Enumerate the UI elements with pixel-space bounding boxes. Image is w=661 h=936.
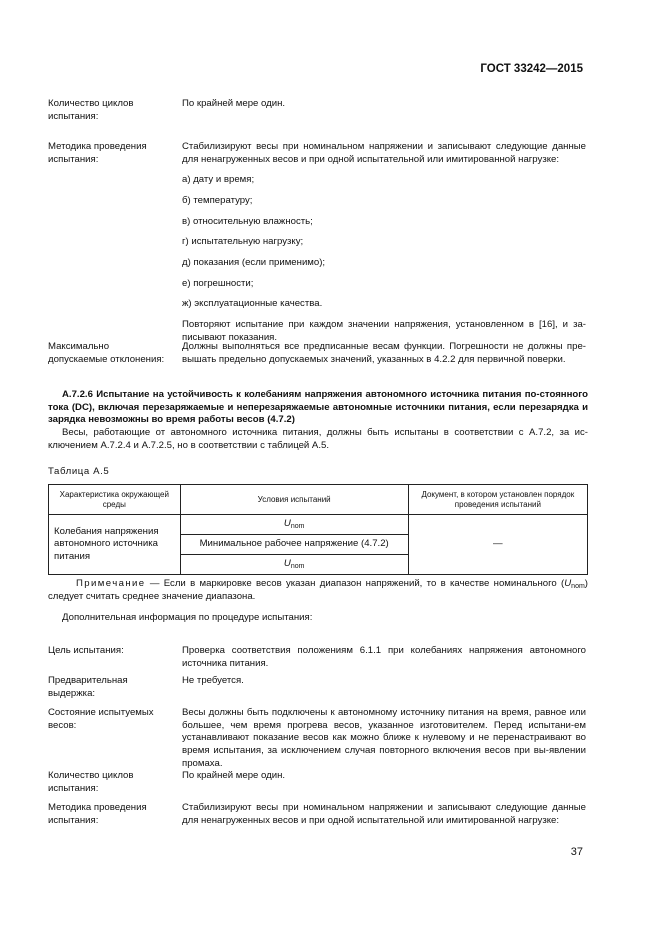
u-symbol: U [283,517,291,529]
note-prefix: Примечание [76,578,146,589]
paragraph: Весы должны быть подключены к автономному источнику питания на время, равное или большее, чем время прогрева весов, указанное изготовителем. Перед испытани-ем устанавливают показание весов как можно ближе к нулевому и не перенастраивают во время испытания, за исключением случая повторного включения весов при вы-явлении промаха. [182,707,586,769]
u-subscript: nom [571,583,585,590]
u-symbol: U [564,578,572,589]
label-preconditioning: Предварительная выдержка: [48,675,128,699]
header-conditions: Условия испытаний [180,485,408,515]
label-cycles-2: Количество циклов испытания: [48,770,134,794]
paragraph: Стабилизируют весы при номинальном напряжении и записывают следующие данные для ненагруженных весов и при одной испытательной или имитированной нагрузке: [182,802,586,826]
page-number: 37 [570,846,583,858]
table-note [48,578,588,604]
value-method-2 [182,802,586,835]
note-text-1: — Если в маркировке весов указан диапазон напряжений, то в качестве номинального ( [145,578,565,589]
table-row [49,515,588,535]
list-item: г) испытательную нагрузку; [182,236,304,248]
paragraph: Проверка соответствия положениям 6.1.1 при колебаниях напряжения автономного источника питания. [182,645,586,669]
additional-info-heading: Дополнительная информация по процедуре испытания: [62,612,313,623]
paragraph: Повторяют испытание при каждом значении напряжения, установленном в [16], и за-писывают показания. [182,318,586,343]
u-subscript: nom [290,522,305,530]
paragraph: По крайней мере один. [182,770,286,781]
header-characteristic: Характеристика окружающей среды [49,485,181,515]
paragraph: Стабилизируют весы при номинальном напряжении и записывают следующие данные для ненагруженных весов и при одной испытательной или имитированной нагрузке: [182,141,586,165]
value-preconditioning [182,675,586,696]
label-purpose: Цель испытания: [48,645,124,656]
cell-characteristic: Колебания напряжения автономного источника питания [49,515,181,575]
label-cycles: Количество циклов испытания: [48,98,134,122]
list-item: б) температуру; [182,194,253,206]
u-subscript: nom [290,562,305,570]
table-a5 [48,484,588,575]
paragraph: Не требуется. [182,675,244,686]
value-method [182,141,586,352]
note-text-2: ) следует считать среднее значение диапазона. [48,578,588,603]
value-cycles-2 [182,770,586,791]
list-item: д) показания (если применимо); [182,256,326,268]
cell-condition-unom [180,555,408,575]
section-a7-2-6 [48,389,588,452]
label-eut-state: Состояние испытуемых весов: [48,707,154,731]
paragraph: Должны выполняться все предписанные весам функции. Погрешности не должны пре-вышать предельно допускаемых значений, указанных в 4.2.2 для первичной поверки. [182,341,586,365]
label-max-deviation: Максимально допускаемые отклонения: [48,341,165,365]
list-item: а) дату и время; [182,174,255,186]
label-method: Методика проведения испытания: [48,141,147,165]
cell-document: — [408,515,587,575]
value-cycles [182,98,586,119]
list-item: ж) эксплуатационные качества. [182,298,323,310]
section-body: Весы, работающие от автономного источника питания, должны быть испытаны в соответствии с А.7.2, за ис-ключением А.7.2.4 и А.7.2.5, но в соответствии с таблицей А.5. [48,426,588,451]
cell-condition-unom [180,515,408,535]
paragraph: По крайней мере один. [182,98,286,109]
header-document: Документ, в котором установлен порядок проведения испытаний [408,485,587,515]
label-method-2: Методика проведения испытания: [48,802,147,826]
document-header: ГОСТ 33242—2015 [480,63,583,75]
value-max-deviation [182,341,586,374]
value-purpose [182,645,586,678]
u-symbol: U [283,557,291,569]
table-caption: Таблица А.5 [48,466,110,477]
list-item: в) относительную влажность; [182,215,313,227]
section-heading: А.7.2.6 Испытание на устойчивость к колебаниям напряжения автономного источника питания по-стоянного тока (DC), включая перезаряжаемые и неперезаряжаемые автономные источники питания, если перезарядка и зарядка невозможны во время работы весов (4.7.2) [48,389,588,426]
list-item: е) погрешности; [182,277,254,289]
value-eut-state [182,707,586,778]
table-header-row [49,485,588,515]
cell-condition-min-voltage: Минимальное рабочее напряжение (4.7.2) [180,535,408,555]
